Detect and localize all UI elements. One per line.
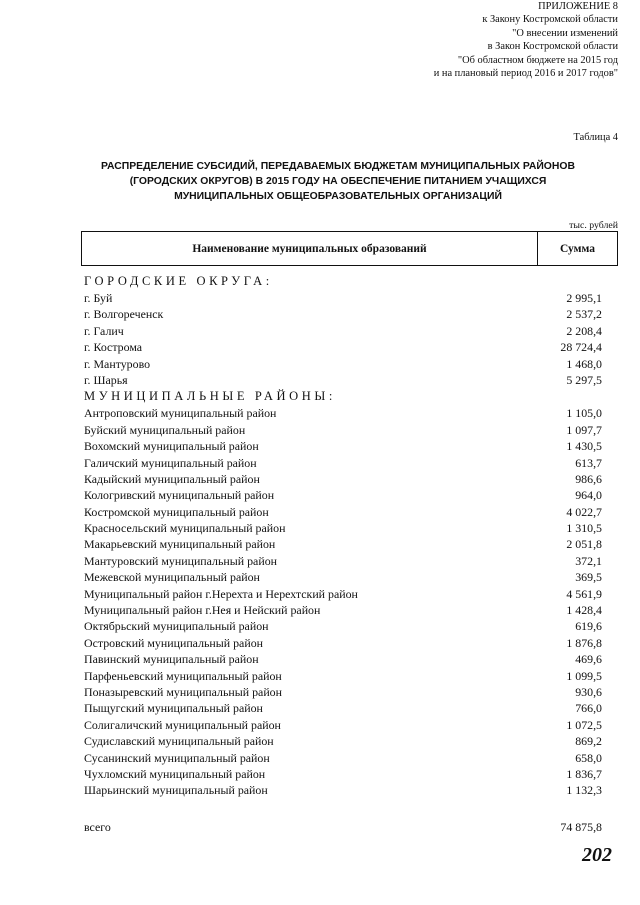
row-name: Антроповский муниципальный район: [84, 406, 277, 421]
table-row: [84, 372, 602, 388]
header-line: "О внесении изменений: [512, 27, 618, 39]
row-name: Октябрьский муниципальный район: [84, 619, 269, 634]
row-name: Чухломский муниципальный район: [84, 766, 266, 781]
row-value: 1 876,8: [566, 635, 602, 650]
table-row: [84, 733, 602, 749]
table-number: Таблица 4: [573, 132, 618, 143]
row-name: Муниципальный район г.Нея и Нейский район: [84, 603, 321, 618]
table-row: [84, 520, 602, 536]
table-row: [84, 487, 602, 503]
table-row: [84, 684, 602, 700]
row-value: 5 297,5: [566, 372, 602, 387]
row-value: 28 724,4: [560, 340, 602, 355]
row-value: 930,6: [575, 684, 602, 699]
table-row: [84, 438, 602, 454]
row-name: Сусанинский муниципальный район: [84, 750, 270, 765]
table-row: [84, 586, 602, 602]
row-value: 1 836,7: [566, 766, 602, 781]
page-number-handwritten: 202: [582, 844, 612, 866]
table-row: [84, 553, 602, 569]
row-name: г. Шарья: [84, 372, 128, 387]
total-value: 74 875,8: [560, 820, 602, 834]
units-label: тыс. рублей: [569, 220, 618, 231]
row-name: Кологривский муниципальный район: [84, 488, 275, 503]
row-name: г. Кострома: [84, 340, 143, 355]
row-name: Макарьевский муниципальный район: [84, 537, 276, 552]
row-name: Парфеньевский муниципальный район: [84, 668, 282, 683]
header-line: "Об областном бюджете на 2015 год: [457, 54, 618, 66]
document-title: [88, 160, 588, 204]
row-name: Кадыйский муниципальный район: [84, 471, 260, 486]
table-row: [84, 455, 602, 471]
header-line: в Закон Костромской области: [487, 41, 618, 53]
header-line: и на плановый период 2016 и 2017 годов": [433, 68, 618, 80]
table-row: [84, 405, 602, 421]
table-body: [84, 273, 602, 799]
row-value: 2 995,1: [566, 291, 602, 305]
row-name: Муниципальный район г.Нерехта и Нерехтский район: [84, 586, 358, 601]
table-row: [84, 766, 602, 782]
table-row: [84, 504, 602, 520]
row-name: Островский муниципальный район: [84, 635, 264, 650]
table-header: [81, 231, 618, 266]
row-name: г. Мантурово: [84, 356, 151, 371]
row-value: 964,0: [575, 488, 602, 503]
table-row: [84, 471, 602, 487]
title-line: РАСПРЕДЕЛЕНИЕ СУБСИДИЙ, ПЕРЕДАВАЕМЫХ БЮДЖЕТАМ МУНИЦИПАЛЬНЫХ РАЙОНОВ: [101, 161, 575, 172]
row-value: 1 310,5: [566, 521, 602, 536]
row-name: г. Буй: [84, 291, 113, 305]
table-row: [84, 700, 602, 716]
row-value: 1 468,0: [566, 356, 602, 371]
column-header-name: Наименование муниципальных образований: [82, 232, 538, 265]
row-name: Пыщугский муниципальный район: [84, 701, 263, 716]
row-value: 619,6: [575, 619, 602, 634]
table-row: [84, 339, 602, 355]
table-row: [84, 717, 602, 733]
row-value: 469,6: [575, 652, 602, 667]
row-value: 1 099,5: [566, 668, 602, 683]
table-row: [84, 651, 602, 667]
row-name: Галичский муниципальный район: [84, 455, 257, 470]
row-name: Судиславский муниципальный район: [84, 734, 274, 749]
row-value: 986,6: [575, 471, 602, 486]
row-name: Костромской муниципальный район: [84, 504, 269, 519]
table-row: [84, 422, 602, 438]
table-row: [84, 290, 602, 306]
row-name: Шарьинский муниципальный район: [84, 783, 268, 798]
section-heading: МУНИЦИПАЛЬНЫЕ РАЙОНЫ:: [84, 389, 336, 404]
row-value: 1 097,7: [566, 422, 602, 437]
row-name: Межевской муниципальный район: [84, 570, 260, 585]
row-value: 4 561,9: [566, 586, 602, 601]
row-value: 1 072,5: [566, 717, 602, 732]
row-value: 1 132,3: [566, 783, 602, 798]
row-name: Солигаличский муниципальный район: [84, 717, 281, 732]
row-value: 658,0: [575, 750, 602, 765]
row-value: 1 428,4: [566, 603, 602, 618]
table-row: [84, 536, 602, 552]
table-row: [84, 323, 602, 339]
row-value: 372,1: [575, 553, 602, 568]
row-name: г. Волгореченск: [84, 307, 164, 322]
table-row: [84, 750, 602, 766]
row-value: 369,5: [575, 570, 602, 585]
table-row: [84, 569, 602, 585]
row-name: Буйский муниципальный район: [84, 422, 246, 437]
appendix-header: [288, 0, 618, 80]
row-value: 869,2: [575, 734, 602, 749]
table-row: [84, 618, 602, 634]
row-value: 2 208,4: [566, 323, 602, 338]
table-row: [84, 306, 602, 322]
row-name: Поназыревский муниципальный район: [84, 684, 282, 699]
table-row: [84, 668, 602, 684]
row-value: 766,0: [575, 701, 602, 716]
row-name: Вохомский муниципальный район: [84, 439, 259, 454]
row-name: Красносельский муниципальный район: [84, 521, 286, 536]
row-name: Павинский муниципальный район: [84, 652, 259, 667]
total-row: [84, 820, 602, 835]
header-line: к Закону Костромской области: [482, 14, 618, 26]
total-label: всего: [84, 820, 111, 834]
header-line: ПРИЛОЖЕНИЕ 8: [538, 1, 618, 12]
section-heading: ГОРОДСКИЕ ОКРУГА:: [84, 274, 273, 288]
row-value: 4 022,7: [566, 504, 602, 519]
table-row: [84, 602, 602, 618]
row-value: 1 105,0: [566, 406, 602, 421]
row-value: 1 430,5: [566, 439, 602, 454]
table-row: [84, 782, 602, 798]
row-name: г. Галич: [84, 323, 124, 338]
table-row: [84, 635, 602, 651]
column-header-sum: Сумма: [560, 242, 595, 255]
row-name: Мантуровский муниципальный район: [84, 553, 277, 568]
row-value: 613,7: [575, 455, 602, 470]
table-row: [84, 356, 602, 372]
title-line: (ГОРОДСКИХ ОКРУГОВ) В 2015 ГОДУ НА ОБЕСПЕЧЕНИЕ ПИТАНИЕМ УЧАЩИХСЯ: [129, 175, 547, 187]
row-value: 2 051,8: [566, 537, 602, 552]
title-line: МУНИЦИПАЛЬНЫХ ОБЩЕОБРАЗОВАТЕЛЬНЫХ ОРГАНИЗАЦИЙ: [174, 190, 502, 202]
row-value: 2 537,2: [566, 307, 602, 322]
